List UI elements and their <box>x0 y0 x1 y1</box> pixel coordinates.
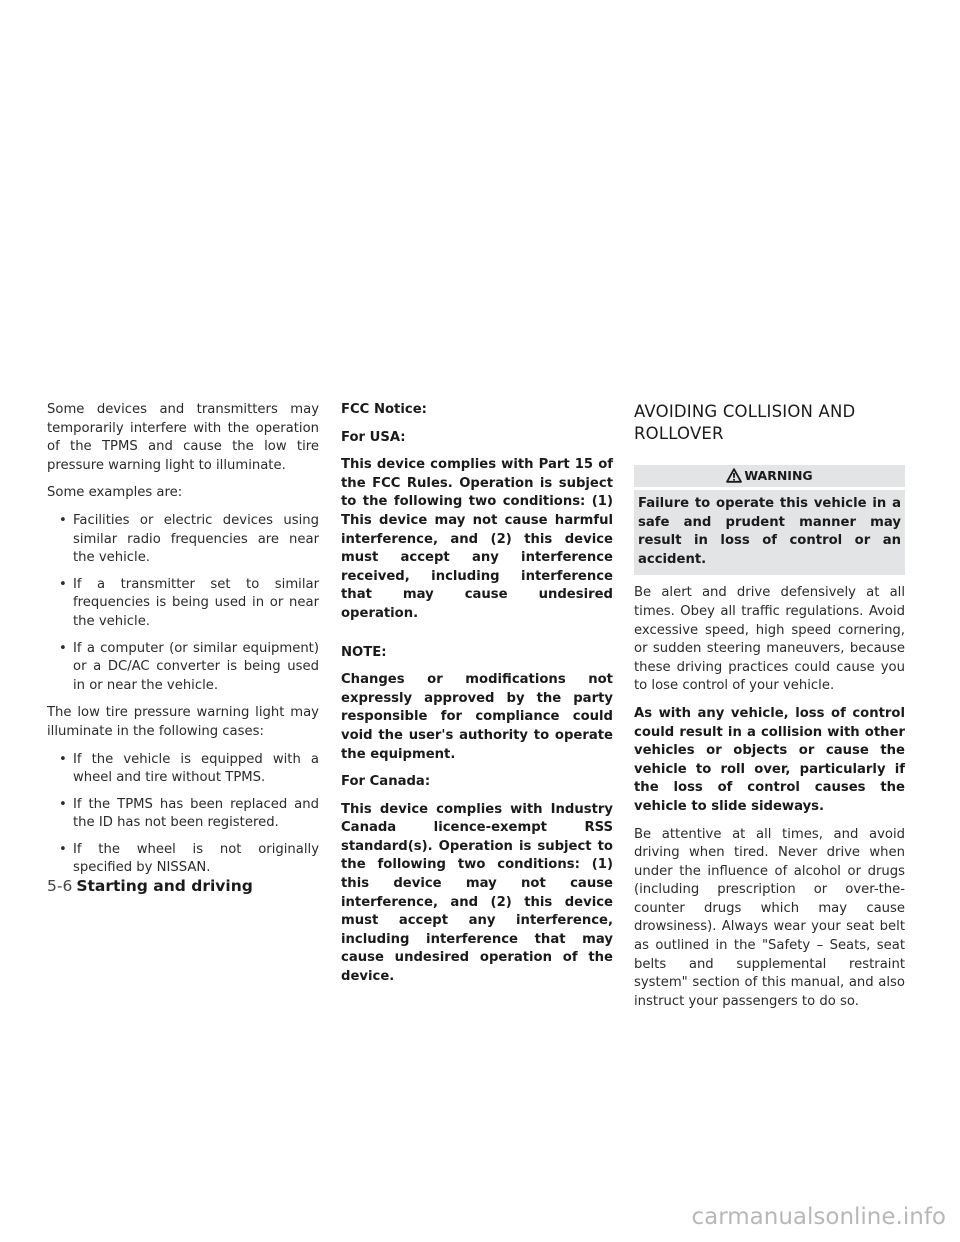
bullet: • <box>59 512 67 528</box>
warning-light-cases-intro: The low tire pressure warning light may illuminate in the following cases: <box>47 705 319 739</box>
left-column <box>47 401 319 887</box>
attentive-driving-paragraph: Be attentive at all times, and avoid driving when tired. Never drive when under the influence of alcohol or drugs (including prescription or over-the-counter drugs which may cause drowsiness). Always wear your seat belt as outlined in the "Safety – Seats, seat belts and supplemental restraint system" section of this manual, and also instruct your passengers to do so. <box>634 826 905 1009</box>
list-item: • If the TPMS has been replaced and the ID has not been registered. <box>59 796 319 831</box>
note-text: Changes or modifications not expressly approved by the party responsible for compliance could void the user's authority to operate the equipment. <box>341 672 613 762</box>
middle-column <box>341 401 613 996</box>
bullet: • <box>59 796 67 812</box>
bullet: • <box>59 751 67 767</box>
list-item: • Facilities or electric devices using similar radio frequencies are near the vehicle. <box>59 512 319 566</box>
list-item: • If the wheel is not originally specified by NISSAN. <box>59 841 319 876</box>
bullet: • <box>59 640 67 656</box>
loss-of-control-paragraph: As with any vehicle, loss of control could result in a collision with other vehicles or objects or cause the vehicle to roll over, particularly if the loss of control causes the vehicle to slide sideways. <box>634 705 905 814</box>
canada-compliance-text: This device complies with Industry Canada licence-exempt RSS standard(s). Operation is subject to the following two conditions: (1) this device may not cause interference, and (2) this device must accept any interference, including interference that may cause undesired operation of the device. <box>341 801 613 985</box>
for-usa-heading: For USA: <box>341 429 406 445</box>
usa-compliance-text: This device complies with Part 15 of the FCC Rules. Operation is subject to the following two conditions: (1) This device may not cause harmful interference, and (2) this device must accept any interference received, including interference that may cause undesired operation. <box>341 457 613 621</box>
list-item: • If a computer (or similar equipment) or a DC/AC converter is being used in or near the vehicle. <box>59 640 319 693</box>
for-canada-heading: For Canada: <box>341 774 431 790</box>
warning-text: Failure to operate this vehicle in a safe and prudent manner may result in loss of control or an accident. <box>634 490 905 575</box>
section-heading: AVOIDING COLLISION AND ROLLOVER <box>634 402 856 443</box>
examples-intro: Some examples are: <box>47 485 183 501</box>
tpms-interference-paragraph: Some devices and transmitters may temporarily interfere with the operation of the TPMS and cause the low tire pressure warning light to illuminate. <box>47 402 319 473</box>
watermark: carmanualsonline.info <box>691 1204 946 1230</box>
warning-label: WARNING <box>744 468 813 483</box>
page-footer <box>47 876 253 896</box>
bullet: • <box>59 841 67 857</box>
right-column <box>634 401 905 1020</box>
page-number: 5-6 <box>47 877 73 895</box>
note-heading: NOTE: <box>341 644 387 660</box>
examples-list <box>47 512 319 695</box>
fcc-notice-heading: FCC Notice: <box>341 402 427 417</box>
cases-list <box>47 751 319 879</box>
drive-defensively-paragraph: Be alert and drive defensively at all times. Obey all traffic regulations. Avoid excessive speed, high speed cornering, or sudden steering maneuvers, because these driving practices could cause you to lose control of your vehicle. <box>634 585 905 694</box>
list-item: • If a transmitter set to similar frequencies is being used in or near the vehicle. <box>59 576 319 629</box>
warning-triangle-icon <box>726 468 742 483</box>
warning-header <box>634 465 905 487</box>
section-title: Starting and driving <box>76 877 253 895</box>
bullet: • <box>59 576 67 592</box>
list-item: • If the vehicle is equipped with a wheel and tire without TPMS. <box>59 751 319 786</box>
